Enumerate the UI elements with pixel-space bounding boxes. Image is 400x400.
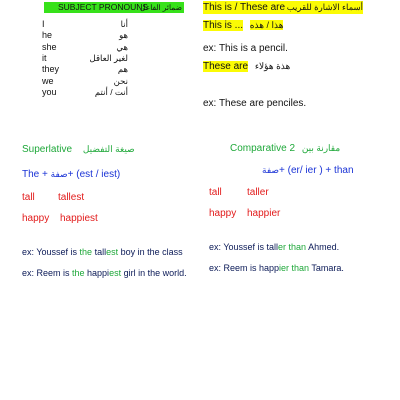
example-highlight: ier than (279, 263, 310, 273)
pronoun-ar: أنا (120, 19, 128, 29)
superlative-example-2 (22, 268, 187, 278)
these-are-row (203, 61, 290, 72)
superlative-pair-1 (22, 192, 85, 203)
example-highlight: est (109, 268, 122, 278)
comparative-title-en: Comparative 2 (230, 143, 296, 154)
comparative-pair-1 (209, 187, 269, 198)
pronoun-ar: لغير العاقل (89, 52, 128, 63)
example-this-is: ex: This is a pencil. (203, 43, 288, 54)
example-these-are: ex: These are penciles. (203, 98, 307, 109)
comparative-rule (262, 165, 354, 176)
superlative-rule (22, 169, 120, 180)
example-text: ex: Youssef is tall (209, 242, 279, 252)
superlative-pair-2 (22, 213, 98, 224)
example-text: girl in the world. (121, 268, 187, 278)
this-is-row (203, 20, 283, 31)
comparative-pair-2 (209, 208, 281, 219)
pronoun-en: you (42, 86, 57, 97)
comparative-base: tall (209, 187, 222, 198)
superlative-form: happiest (60, 213, 98, 224)
example-highlight: the (72, 268, 85, 278)
pronoun-ar: نحن (113, 75, 128, 86)
pronouns-title (44, 2, 184, 13)
example-highlight: est (106, 247, 119, 257)
pronoun-en: I (42, 19, 45, 29)
superlative-base: tall (22, 192, 35, 203)
pronoun-en: he (42, 30, 53, 41)
pronoun-en: it (42, 52, 47, 63)
demonstratives-title (203, 1, 363, 14)
pronouns-title-en: SUBJECT PRONOUNS (58, 2, 149, 12)
superlative-form: tallest (58, 192, 85, 203)
superlative-rule-suffix: + (est / iest) (67, 169, 121, 180)
example-text: tall (92, 247, 107, 257)
example-text: boy in the class (118, 247, 183, 257)
pronoun-en: they (42, 64, 60, 75)
comparative-form: taller (247, 187, 269, 198)
example-text: ex: Reem is happ (209, 263, 280, 273)
this-is-ar: هذا / هذه (249, 20, 284, 30)
superlative-title-ar: صيغة التفضيل (82, 144, 135, 154)
pronoun-ar: هي (116, 41, 128, 52)
pronouns-title-ar: ضمائر الفاعل (140, 3, 182, 12)
comparative-title (230, 143, 340, 154)
pronoun-en: she (42, 41, 57, 52)
comparative-example-1 (209, 242, 339, 252)
superlative-base: happy (22, 213, 50, 224)
pronoun-en: we (42, 75, 54, 86)
comparative-rule-ar: صفة (262, 165, 280, 175)
example-text: Tamara. (309, 263, 344, 273)
example-highlight: the (79, 247, 93, 257)
example-text: ex: Reem is (22, 268, 73, 278)
pronoun-ar: هم (117, 64, 128, 75)
pronoun-ar: هو (119, 30, 128, 41)
example-text: Ahmed. (306, 242, 340, 252)
comparative-title-ar: مقارنة بين (301, 143, 341, 153)
example-text: happi (84, 268, 110, 278)
comparative-form: happier (247, 208, 281, 219)
comparative-example-2 (209, 263, 344, 273)
demonstratives-title-en: This is / These are (203, 2, 286, 13)
superlative-rule-ar: صفة (50, 169, 68, 179)
superlative-title (22, 144, 135, 155)
superlative-example-1 (22, 247, 183, 257)
superlative-title-en: Superlative (22, 144, 73, 155)
these-are-label: These are (203, 61, 249, 72)
these-are-ar: هذة هؤلاء (254, 61, 291, 71)
example-text: ex: Youssef is (22, 247, 80, 257)
comparative-base: happy (209, 208, 237, 219)
pronoun-ar: أنت / أنتم (94, 86, 128, 97)
comparative-rule-suffix: + (er/ ier ) + than (279, 165, 354, 176)
this-is-label: This is ... (203, 20, 244, 31)
demonstratives-title-ar: أسماء الاشارة للقريب (286, 2, 363, 12)
superlative-rule-prefix: The + (22, 169, 51, 180)
example-highlight: er than (278, 242, 307, 252)
